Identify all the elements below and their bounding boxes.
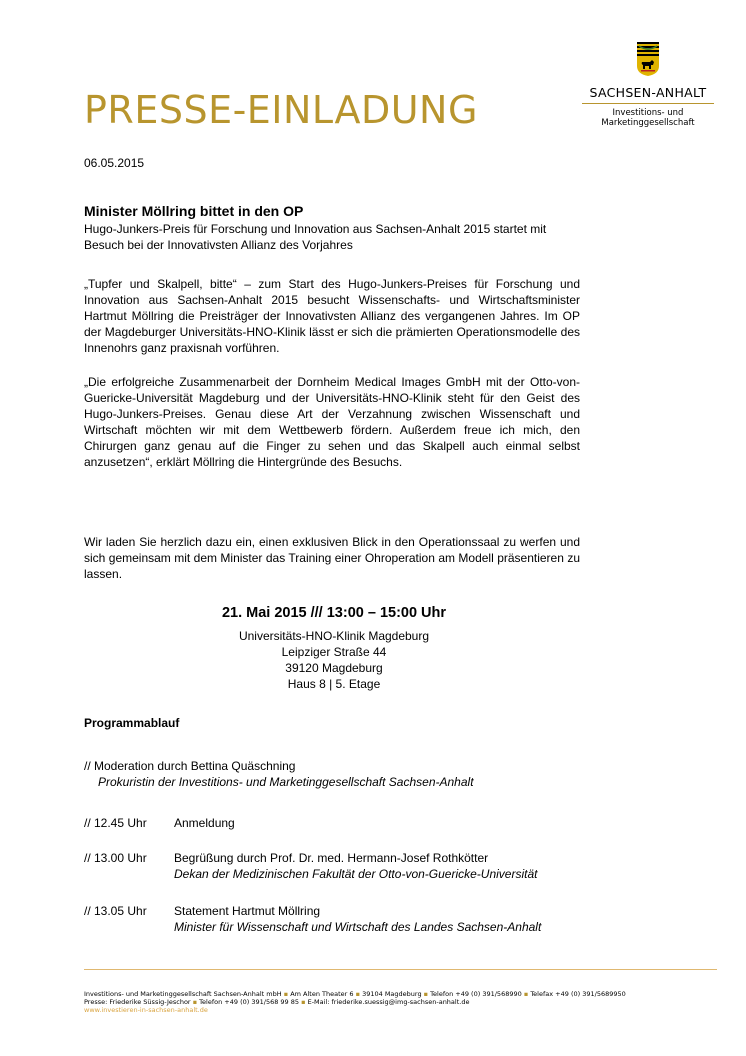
moderation-role: Prokuristin der Investitions- und Marketinggesellschaft Sachsen-Anhalt	[98, 775, 474, 789]
footer-website-link[interactable]: www.investieren-in-sachsen-anhalt.de	[84, 1006, 208, 1014]
program-item	[84, 815, 235, 831]
event-address	[84, 628, 584, 692]
footer-press-contact: Presse: Friederike Süssig-Jeschor	[84, 998, 191, 1006]
footer-phone: Telefon +49 (0) 391/568990	[430, 990, 522, 998]
event-venue: Universitäts-HNO-Klinik Magdeburg	[238, 629, 430, 643]
program-item-text: Begrüßung durch Prof. Dr. med. Hermann-Josef Rothkötter	[174, 851, 489, 865]
footer-line-2	[84, 998, 626, 1006]
footer-separator: ▪	[423, 990, 429, 998]
footer-street: Am Alten Theater 6	[290, 990, 354, 998]
footer-company: Investitions- und Marketinggesellschaft Sachsen-Anhalt mbH	[84, 990, 282, 998]
footer-line-1	[84, 990, 626, 998]
program-item-time: // 12.45 Uhr	[84, 816, 147, 830]
footer	[84, 990, 626, 1014]
program-item	[84, 850, 537, 882]
footer-separator: ▪	[355, 990, 360, 998]
program-item-role: Minister für Wissenschaft und Wirtschaft des Landes Sachsen-Anhalt	[174, 920, 542, 934]
program-item-role: Dekan der Medizinischen Fakultät der Otto-von-Guericke-Universität	[174, 867, 538, 881]
subline: Hugo-Junkers-Preis für Forschung und Innovation aus Sachsen-Anhalt 2015 startet mit Besuch bei der Innovativsten Allianz des Vorjahres	[84, 222, 547, 252]
program-item-text: Statement Hartmut Möllring	[174, 904, 321, 918]
event-city: 39120 Magdeburg	[285, 661, 383, 675]
program-item-time: // 13.00 Uhr	[84, 851, 147, 865]
event-street: Leipziger Straße 44	[281, 645, 387, 659]
event-building: Haus 8 | 5. Etage	[287, 677, 381, 691]
document-title: PRESSE-EINLADUNG	[84, 88, 478, 132]
moderation-text: // Moderation durch Bettina Quäschning	[84, 759, 296, 773]
program-item	[84, 903, 541, 935]
event-datetime: 21. Mai 2015 /// 13:00 – 15:00 Uhr	[221, 605, 447, 621]
headline: Minister Möllring bittet in den OP	[84, 203, 304, 219]
program-title: Programmablauf	[84, 716, 180, 730]
paragraph-quote: „Die erfolgreiche Zusammenarbeit der Dornheim Medical Images GmbH mit der Otto-von-Guericke-Universität Magdeburg und der Universitäts-HNO-Klinik steht für den Geist des Hugo-Junkers-Preises. Genau diese Art der Verzahnung zwischen Wissenschaft und Wirtschaft möchten wir mit dem Wettbewerb fördern. Außerdem freue ich mich, den Chirurgen ganz genau auf die Finger zu sehen und das Skalpell auch einmal selbst anzusetzen“, erklärt Möllring die Hintergründe des Besuchs.	[84, 375, 580, 469]
footer-separator: ▪	[523, 990, 529, 998]
footer-separator: ▪	[192, 998, 198, 1006]
footer-press-email[interactable]: E-Mail: friederike.suessig@img-sachsen-anhalt.de	[307, 998, 470, 1006]
footer-separator: ▪	[301, 998, 306, 1006]
logo-subtitle-1: Investitions- und	[612, 108, 684, 118]
program-item-text: Anmeldung	[174, 816, 235, 830]
logo-subtitle-2: Marketinggesellschaft	[601, 118, 695, 128]
coat-of-arms-icon	[637, 42, 659, 76]
footer-separator: ▪	[283, 990, 289, 998]
sachsen-anhalt-logo	[578, 42, 718, 128]
paragraph-intro: „Tupfer und Skalpell, bitte“ – zum Start des Hugo-Junkers-Preises für Forschung und Innovation aus Sachsen-Anhalt 2015 besucht Wissenschafts- und Wirtschaftsminister Hartmut Möllring die Preisträger der Innovativsten Allianz des vergangenen Jahres. Im OP der Magdeburger Universitäts-HNO-Klinik lässt er sich die prämierten Operationsmodelle des Innenohrs ganz praxisnah vorführen.	[84, 277, 580, 355]
footer-fax: Telefax +49 (0) 391/5689950	[530, 990, 626, 998]
program-item-time: // 13.05 Uhr	[84, 904, 147, 918]
logo-name: SACHSEN-ANHALT	[582, 85, 714, 104]
footer-divider	[84, 969, 717, 970]
footer-press-phone: Telefon +49 (0) 391/568 99 85	[199, 998, 300, 1006]
footer-city: 39104 Magdeburg	[362, 990, 422, 998]
program-moderation	[84, 758, 474, 790]
release-date: 06.05.2015	[84, 156, 145, 170]
paragraph-invitation: Wir laden Sie herzlich dazu ein, einen exklusiven Blick in den Operationssaal zu werfen und sich gemeinsam mit dem Minister das Training einer Ohroperation am Modell präsentieren zu lassen.	[84, 535, 580, 581]
